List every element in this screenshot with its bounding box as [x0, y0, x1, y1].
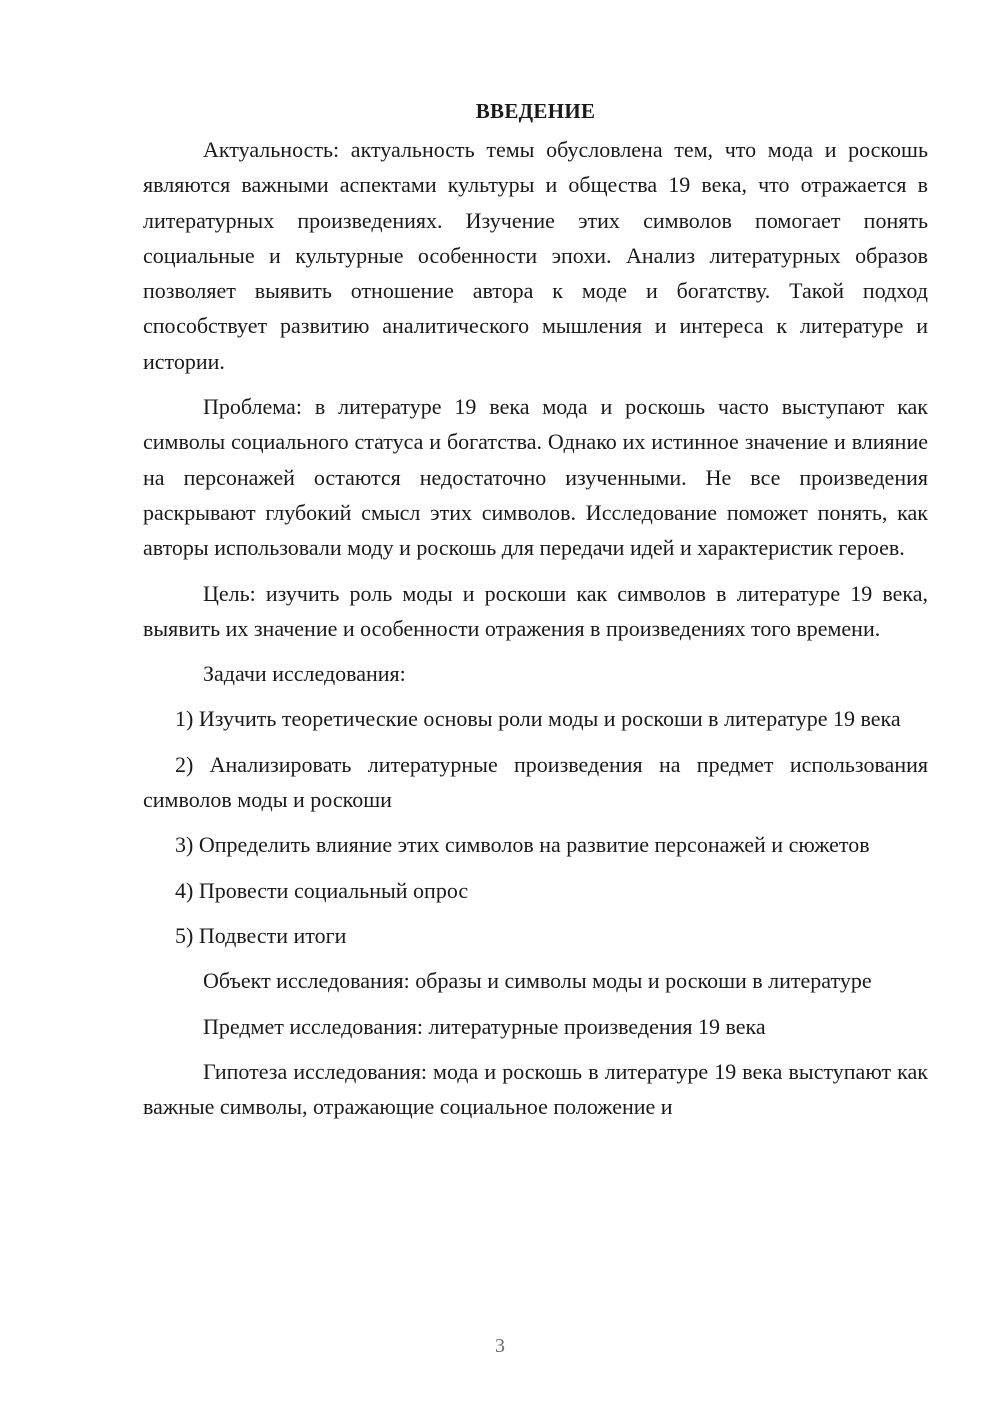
task-item: 2) Анализировать литературные произведения на предмет использования символов моды и роскоши [143, 751, 928, 813]
subject-paragraph: Предмет исследования: литературные произведения 19 века [203, 1013, 766, 1039]
page-number: 3 [495, 1335, 505, 1357]
object-paragraph: Объект исследования: образы и символы моды и роскоши в литературе [203, 968, 872, 994]
section-title: ВВЕДЕНИЕ [475, 99, 596, 123]
task-item: 4) Провести социальный опрос [175, 877, 469, 903]
task-item: 1) Изучить теоретические основы роли моды и роскоши в литературе 19 века [175, 706, 901, 732]
goal-paragraph: Цель: изучить роль моды и роскоши как символов в литературе 19 века, выявить их значение и особенности отражения в произведениях того времени. [143, 580, 928, 641]
problem-paragraph: Проблема: в литературе 19 века мода и роскошь часто выступают как символы социального статуса и богатства. Однако их истинное значение и влияние на персонажей остаются недостаточно изученными. Не все произведения раскрывают глубокий смысл этих символов. Исследование поможет понять, как авторы использовали моду и роскошь для передачи идей и характеристик героев. [143, 394, 928, 561]
task-item: 3) Определить влияние этих символов на развитие персонажей и сюжетов [175, 832, 870, 858]
task-item: 5) Подвести итоги [175, 922, 347, 948]
page-content [143, 96, 928, 1124]
relevance-paragraph: Актуальность: актуальность темы обусловлена тем, что мода и роскошь являются важными аспектами культуры и общества 19 века, что отражается в литературных произведениях. Изучение этих символов помогает понять социальные и культурные особенности эпохи. Анализ литературных образов позволяет выявить отношение автора к моде и богатству. Такой подход способствует развитию аналитического мышления и интереса к литературе и истории. [143, 137, 928, 374]
tasks-heading: Задачи исследования: [203, 661, 406, 687]
hypothesis-paragraph: Гипотеза исследования: мода и роскошь в литературе 19 века выступают как важные символы, отражающие социальное положение и [143, 1058, 928, 1120]
